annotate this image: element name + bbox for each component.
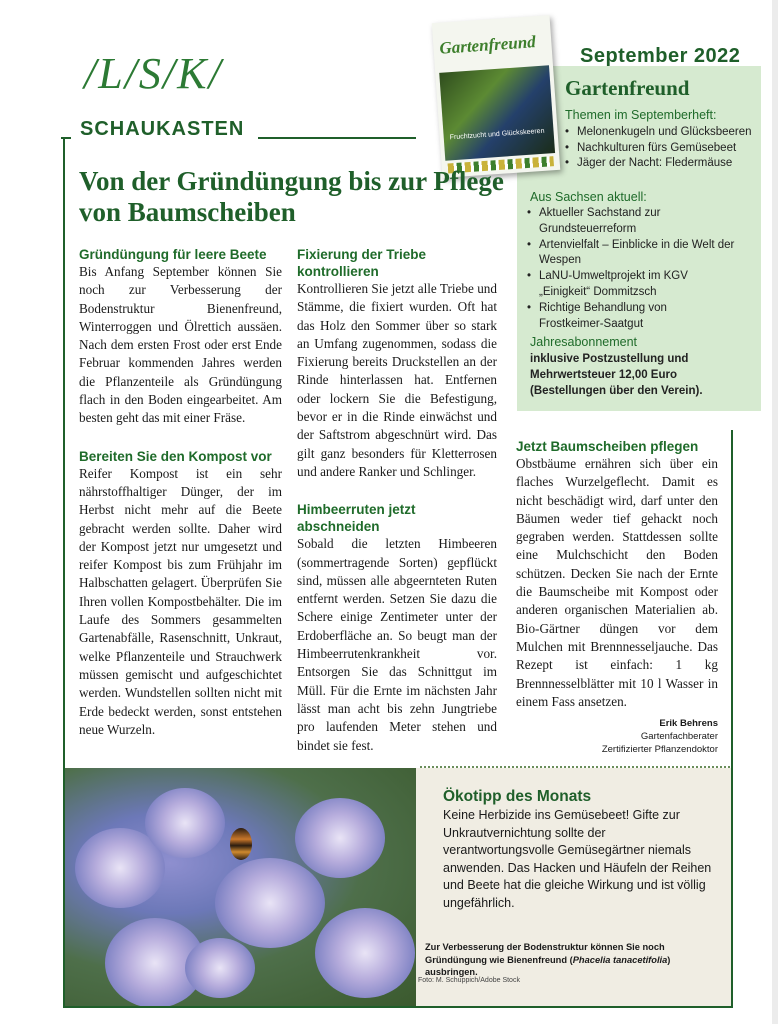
photo-caption: Zur Verbesserung der Bodenstruktur können Sie noch Gründüngung wie Bienenfreund (Phacelia tanacetifolia) ausbringen. bbox=[425, 942, 671, 977]
list-item: • Melonenkugeln und Glücksbeeren bbox=[565, 125, 755, 141]
infobox-title: Gartenfreund bbox=[565, 76, 690, 100]
header-rule bbox=[258, 137, 416, 139]
list-item: • Nachkulturen fürs Gemüsebeet bbox=[565, 141, 755, 157]
list-item: • LaNU-Umweltprojekt im KGV „Einigkeit“ Dommitzsch bbox=[527, 269, 709, 301]
list-item: • Richtige Behandlung von Frostkeimer-Saatgut bbox=[527, 301, 689, 333]
list-item: • Aktueller Sachstand zur Grundsteuerreform bbox=[527, 206, 679, 238]
section-title: Himbeerruten jetzt abschneiden bbox=[297, 502, 416, 535]
section-text: Kontrollieren Sie jetzt alle Triebe und Stämme, die fixiert wurden. Oft hat das Holz den Sommer über so stark an Umfang zugenommen, sodass die Fixierung bereits Druckstellen an der Rinde hinterlassen hat. Entfernen oder lockern Sie die Befestigung, bevor er in die Rinde einwächst und der Saftstrom abgeschnürt wird. Das gilt ganz besonders für Kletterrosen und andere Ranker und Schlinger. bbox=[297, 281, 497, 479]
section-title: Fixierung der Triebe kontrollieren bbox=[297, 247, 427, 279]
column-3 bbox=[516, 438, 718, 756]
sachsen-heading: Aus Sachsen aktuell: bbox=[530, 190, 647, 204]
page-title: Von der Gründüngung bis zur Pflege von Baumscheiben bbox=[79, 166, 504, 227]
eco-tip-title: Ökotipp des Monats bbox=[443, 788, 592, 805]
page-edge bbox=[772, 0, 778, 1024]
column-1 bbox=[79, 246, 282, 739]
author-name: Erik Behrens bbox=[659, 718, 718, 730]
cover-photo bbox=[439, 65, 555, 160]
section-title: Jetzt Baumscheiben pflegen bbox=[516, 439, 699, 454]
sachsen-list bbox=[527, 206, 752, 332]
section-title: Gründüngung für leere Beete bbox=[79, 247, 267, 262]
author-role: Zertifizierter Pflanzendoktor bbox=[601, 744, 718, 756]
section-title: Bereiten Sie den Kompost vor bbox=[79, 448, 272, 464]
column-2 bbox=[297, 246, 497, 755]
photo-credit: Foto: M. Schuppich/Adobe Stock bbox=[418, 977, 520, 984]
section-text: Reifer Kompost ist ein sehr nährstoffhaltiger Dünger, der im Herbst nicht mehr auf die Beete gebracht werden sollte. Daher wird der Kompost jetzt nur umgesetzt und reifer Kompost bis zum Frühjahr im Halbschatten gelagert. Überprüfen Sie Ihren vollen Kompostbehälter. Die im Laufe des Sommers gesammelten Gartenabfälle, Rasenschnitt, Unkraut, welke Pflanzenteile und Strauchwerk müssen gemischt und aufgeschichtet werden. Wundstellen sollten nicht mit Erde bedeckt werden, sonst entstehen neue Wurzeln. bbox=[79, 465, 282, 737]
cover-title: Gartenfreund bbox=[438, 32, 537, 58]
themen-heading: Themen im Septemberheft: bbox=[565, 108, 717, 122]
issue-month: September 2022 bbox=[580, 45, 741, 67]
abo-text: inklusive Postzustellung und Mehrwertsteuer 12,00 Euro (Bestellungen über den Verein). bbox=[530, 353, 703, 397]
magazine-cover-image bbox=[432, 15, 561, 178]
bee-icon bbox=[230, 828, 252, 860]
phacelia-photo bbox=[65, 768, 416, 1006]
themen-list bbox=[565, 125, 755, 172]
cover-caption: Fruchtzucht und Glückskeeren bbox=[449, 127, 545, 142]
section-text: Sobald die letzten Himbeeren (sommertragende Sorten) gepflückt sind, müssen alle abgeernteten Ruten entfernt werden. Setzen Sie dazu die Schere einige Zentimeter unter der Erdoberfläche an. So beugt man der Himbeerrutenkrankheit vor. Entsorgen Sie das Schnittgut im Müll. Für die Ernte im nächsten Jahr lässt man acht bis zehn Jungtriebe pro laufenden Meter stehen und bindet sie fest. bbox=[297, 536, 497, 753]
section-text: Obstbäume ernähren sich über ein flaches Wurzelgeflecht. Damit es nicht beschädigt wird, darf unter den Bäumen weder tief gehackt noch gegraben werden. Stattdessen sollte eine Mulchschicht den Boden schützen. Decken Sie nach der Ernte die Baumscheibe mit Kompost oder anderen organischen Materialien ab. Bio-Gärtner düngen vor dem Mulchen mit Brennnesseljauche. Das Rezept ist einfach: 1 kg Brennnesselblätter mit 10 l Wasser in einem Fass ansetzen. bbox=[516, 456, 718, 709]
section-text: Bis Anfang September können Sie noch zur Verbesserung der Bodenstruktur Bienenfreund, Winterroggen und Ölrettich aussäen. Nach dem ersten Frost oder erst Ende Februar kommenden Jahres werden die Pflanzenteile als Gründüngung flach in den Boden eingearbeitet. Am besten geht das mit einer Fräse. bbox=[79, 264, 282, 426]
eco-tip-text: Keine Herbizide ins Gemüsebeet! Gifte zur Unkrautvernichtung sollte der verantwortungsvolle Gemüsegärtner niemals anwenden. Das Hacken und Häufeln der Reihen und Beete hat die gleiche Wirkung und ist völlig ungefährlich. bbox=[443, 808, 712, 910]
schaukasten-label: SCHAUKASTEN bbox=[80, 118, 245, 140]
list-item: • Artenvielfalt – Einblicke in die Welt der Wespen bbox=[527, 238, 749, 270]
lsk-logo: /L/S/K/ bbox=[84, 49, 223, 98]
author-role: Gartenfachberater bbox=[640, 731, 718, 743]
frame-right-line bbox=[731, 430, 733, 1008]
list-item: • Jäger der Nacht: Fledermäuse bbox=[565, 156, 755, 172]
abo-heading: Jahresabonnement bbox=[530, 335, 638, 349]
frame-bottom-line bbox=[63, 1006, 733, 1008]
